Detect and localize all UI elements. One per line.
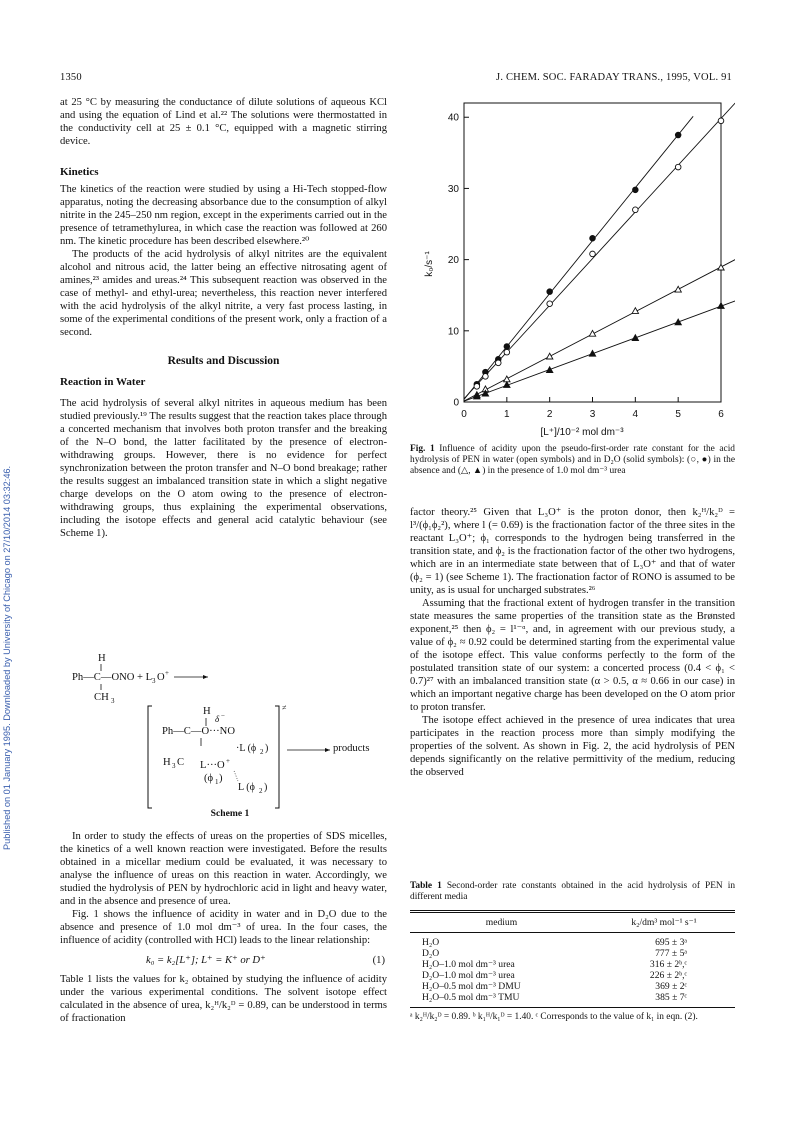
x-tick-label: 0	[461, 409, 467, 420]
open-circle-point	[633, 207, 639, 213]
table-row	[410, 937, 735, 948]
svg-text:): )	[264, 782, 268, 793]
svg-text:≠: ≠	[282, 703, 287, 712]
table-header-medium: medium	[485, 917, 518, 928]
left-column-lower	[60, 830, 387, 1025]
svg-text:·L (ϕ: ·L (ϕ	[236, 743, 257, 754]
table-cell-k2: 385 ± 7ᶜ	[655, 992, 687, 1003]
svg-text:(ϕ: (ϕ	[204, 773, 214, 784]
scheme-1-label: Scheme 1	[210, 808, 250, 819]
download-watermark	[0, 150, 15, 850]
table-cell-medium: H₂O–0.5 mol dm⁻³ DMU	[422, 981, 521, 992]
page-number: 1350	[60, 72, 82, 83]
table-cell-medium: D₂O–1.0 mol dm⁻³ urea	[422, 970, 515, 981]
scheme-products-label: products	[333, 743, 370, 754]
open-triangle-point	[675, 286, 681, 292]
svg-text:CH: CH	[94, 692, 109, 703]
scheme-1-drawing	[60, 650, 387, 822]
svg-text:Ph—C—ONO + L: Ph—C—ONO + L	[72, 672, 153, 683]
right-paragraph-2: Assuming that the fractional extent of hydrogen transfer in the transition state measures the same properties of the transition state as the Brønsted exponent,²⁵ then ϕ₂ = l¹⁻ᵅ, and, in agreement with our previous study, a value of ϕ₂ ≈ 0.92 could be determined starting from the experimental value of the isotope effect. This value conforms perfectly to the form of the postulated transition state of our system: a concerted process (0.4 < ϕ₁ < 0.7)²⁷ with an imbalanced transition state (α > 0.5, α ≈ 0.66 in our case) in which an important negative charge has been developed on the O atom prior to proton transfer.	[410, 598, 735, 713]
figure-1-chart	[405, 96, 735, 442]
y-tick-label: 30	[447, 183, 459, 195]
x-tick-label: 3	[589, 409, 596, 420]
right-paragraph-3: The isotope effect achieved in the presence of urea indicates that urea participates in the reaction process more than simply modifying the properties of the solvent. As shown in Fig. 2, the acid hydrolysis of PEN depends significantly on the relative permittivity of the medium, reducing the observed	[410, 715, 735, 778]
open-circle-point	[504, 349, 510, 355]
filled-triangle-point	[632, 335, 638, 341]
y-tick-label: 20	[447, 255, 459, 267]
figure-1-caption	[410, 444, 735, 478]
y-axis-label: k₀/s⁻¹	[424, 251, 435, 277]
scheme-1	[60, 650, 387, 822]
x-tick-label: 6	[718, 409, 724, 420]
table-row	[410, 959, 735, 970]
open-circle-point	[590, 251, 596, 257]
open-circle-point	[495, 360, 501, 366]
fit-lines	[464, 103, 735, 401]
fig1-caption-text: Influence of acidity upon the pseudo-first-order rate constant for the acid hydrolysis of PEN in water (open symbols) and in D₂O (solid symbols): (○, ●) in the absence and (△, ▲) in the presence of 1.0 mol dm⁻³ urea	[410, 444, 735, 477]
open-triangle-point	[546, 353, 552, 359]
equation-1-text: k₀ = k₂[L⁺]; L⁺ = K⁺ or D⁺	[146, 955, 266, 966]
svg-text:δ: δ	[215, 714, 220, 724]
filled-circle-point	[633, 187, 639, 193]
right-paragraph-1: factor theory.²⁵ Given that L₃O⁺ is the proton donor, then k₂ᴴ/k₂ᴰ = l³/(ϕ₁ϕ₂²), where l (= 0.69) is the fractionation factor of the three sites in the reactant L₃O⁺; ϕ₁ corresponds to the hydrogen being transferred in the transition state, and ϕ₂ is the fractionation factor of the other two hydrogens, which are in an intermediate state between that of L₃O⁺ and that of water (ϕ₂ = 1) (see Scheme 1). The fractionation factor of RONO is assumed to be unity, as is usual for uncharged substrates.²⁶	[410, 507, 735, 596]
table-cell-k2: 316 ± 2ᵇ,ᶜ	[649, 959, 687, 970]
reaction-in-water-heading: Reaction in Water	[60, 376, 146, 388]
table-cell-k2: 369 ± 2ᶜ	[655, 981, 687, 992]
table-row	[410, 981, 735, 992]
left-column	[60, 96, 387, 540]
open-circle-point	[675, 164, 681, 170]
table-header-k2: k₂/dm³ mol⁻¹ s⁻¹	[631, 917, 697, 928]
svg-text:): )	[219, 773, 223, 784]
svg-text:3: 3	[111, 697, 115, 705]
svg-text:): )	[265, 743, 269, 754]
svg-text:+: +	[165, 669, 169, 677]
table-cell-medium: H₂O–1.0 mol dm⁻³ urea	[422, 959, 515, 970]
filled-triangle-point	[546, 367, 552, 373]
results-heading: Results and Discussion	[167, 355, 280, 367]
open-circle-point	[547, 301, 553, 307]
table-cell-k2: 226 ± 2ᵇ,ᶜ	[649, 970, 687, 981]
x-axis-ticks	[461, 397, 724, 420]
filled-triangle-point	[675, 319, 681, 325]
equation-1	[60, 947, 387, 973]
table-cell-medium: H₂O–0.5 mol dm⁻³ TMU	[422, 992, 520, 1003]
table-cell-medium: D₂O	[422, 948, 440, 959]
table-1	[410, 910, 735, 1023]
water-paragraph-1: The acid hydrolysis of several alkyl nitrites in aqueous medium has been studied previously.¹⁹ The results suggest that the reaction takes place through a concerted mechanism that involves both proton transfer and the breaking of the N–O bond, the latter facilitated by the presence of electron-withdrawing groups. However, there is no evidence for perfect synchronization between the proton transfer and N–O bond breakage; rather the results suggest an imbalanced transition state in which a slight negative charge develops on the O atom owing to the presence of electron-withdrawing groups, thus explaining the experimental observations, including the isotope effects and general acid catalytic behaviour (see Scheme 1).	[60, 398, 387, 539]
svg-text:+: +	[226, 757, 230, 765]
y-tick-label: 10	[447, 326, 459, 338]
open-circle-point	[483, 374, 489, 380]
y-tick-label: 0	[453, 397, 459, 409]
open-circle-point	[718, 118, 724, 124]
svg-text:C: C	[177, 757, 185, 768]
svg-text:Ph—C—O···NO: Ph—C—O···NO	[162, 726, 235, 737]
svg-text:H: H	[98, 653, 106, 664]
filled-circle-point	[547, 289, 553, 295]
svg-text:1: 1	[215, 778, 219, 786]
svg-text:2: 2	[260, 748, 264, 756]
x-tick-label: 2	[546, 409, 553, 420]
intro-paragraph: at 25 °C by measuring the conductance of dilute solutions of aqueous KCl and using the equation of Lind et al.²² The solutions were thermostatted in the conductivity cell at 25 ± 0.1 °C, equipped with a magnetic stirring device.	[60, 97, 387, 147]
ureas-paragraph: In order to study the effects of ureas on the properties of SDS micelles, the kinetics of a well known reaction were investigated. Before the results obtained in a micellar medium could be evaluated, it was necessary to analyse the influence of ureas on this reaction in water. Accordingly, we studied the hydrolysis of PEN by hydrochloric acid in light and heavy water, and in the absence and presence of urea.	[60, 831, 387, 907]
download-watermark-text: Published on 01 January 1995. Downloaded by University of Chicago on 27/10/2014 03:32:46.	[2, 465, 12, 850]
figure-1	[405, 96, 735, 442]
table-1-caption-text: Second-order rate constants obtained in the acid hydrolysis of PEN in different media	[410, 881, 736, 903]
table-1-footnote: ᵃ k₂ᴴ/k₂ᴰ = 0.89. ᵇ k₁ᴴ/k₁ᴰ = 1.40. ᶜ Corresponds to the value of k₁ in eqn. (2).	[410, 1012, 698, 1022]
equation-1-number: (1)	[372, 955, 385, 966]
table-header-row	[410, 913, 735, 932]
fig1-caption-label: Fig. 1	[410, 444, 435, 454]
svg-text:H: H	[203, 706, 211, 717]
svg-text:−: −	[221, 712, 225, 720]
svg-text:2: 2	[259, 787, 263, 795]
y-axis-ticks	[448, 113, 469, 409]
table-1-caption	[410, 881, 735, 903]
table-row	[410, 970, 735, 981]
kinetics-paragraph-1: The kinetics of the reaction were studied by using a Hi-Tech stopped-flow apparatus, noting the decreasing absorbance due to the consumption of alkyl nitrite in the 245–250 nm region, except in the experiments carried out in the presence of tetramethylurea, in which case the reaction was followed at 260 nm. The kinetic procedure has been described elsewhere.²⁰	[60, 184, 387, 247]
svg-text:L (ϕ: L (ϕ	[238, 782, 255, 793]
filled-circle-point	[675, 132, 681, 138]
x-tick-label: 5	[675, 409, 681, 420]
kinetics-heading: Kinetics	[60, 166, 99, 178]
svg-text:3: 3	[152, 677, 156, 685]
table-row	[410, 948, 735, 959]
filled-circle-point	[504, 344, 510, 350]
table-paragraph: Table 1 lists the values for k₂ obtained by studying the influence of acidity under the various experimental conditions. The solvent isotope effect calculated in the absence of urea, k₂ᴴ/k₂ᴰ = 0.89, can be understood in terms of fractionation	[60, 974, 387, 1024]
svg-text:O: O	[157, 672, 165, 683]
x-tick-label: 1	[504, 409, 510, 420]
svg-text:H: H	[163, 757, 171, 768]
table-cell-medium: H₂O	[422, 937, 440, 948]
open-circle-point	[474, 384, 480, 390]
kinetics-paragraph-2: The products of the acid hydrolysis of alkyl nitrites are the equivalent alcohol and nitrous acid, the latter being an effective nitrosating agent of amines,²³ amides and ureas.²⁴ This subsequent reaction was observed in the case of methyl- and ethyl-urea; nevertheless, this reaction never interfered with the acid hydrolysis of the alkyl nitrite, a very fast process lasting, in some of the experimental conditions of the present work, only a fraction of a second.	[60, 249, 387, 338]
open-triangle-point	[718, 264, 724, 270]
x-tick-label: 4	[632, 409, 639, 420]
filled-circle-point	[590, 235, 596, 241]
svg-text:L···O: L···O	[200, 760, 225, 771]
y-tick-label: 40	[447, 112, 459, 124]
table-1-body	[410, 913, 735, 1003]
table-cell-k2: 695 ± 3ᵃ	[655, 937, 687, 948]
table-row	[410, 992, 735, 1003]
svg-text:3: 3	[172, 762, 176, 770]
right-column-text	[410, 506, 735, 779]
x-axis-label: [L⁺]/10⁻² mol dm⁻³	[540, 427, 624, 438]
table-cell-k2: 777 ± 5ᵃ	[655, 948, 687, 959]
table-1-caption-label: Table 1	[410, 881, 442, 891]
journal-header: J. CHEM. SOC. FARADAY TRANS., 1995, VOL. 91	[496, 72, 732, 83]
fig1-paragraph: Fig. 1 shows the influence of acidity in water and in D₂O due to the absence and presence of 1.0 mol dm⁻³ of urea. In the four cases, the influence of acidity (controlled with HCl) leads to the linear relationship:	[60, 909, 387, 946]
data-points	[474, 118, 725, 399]
